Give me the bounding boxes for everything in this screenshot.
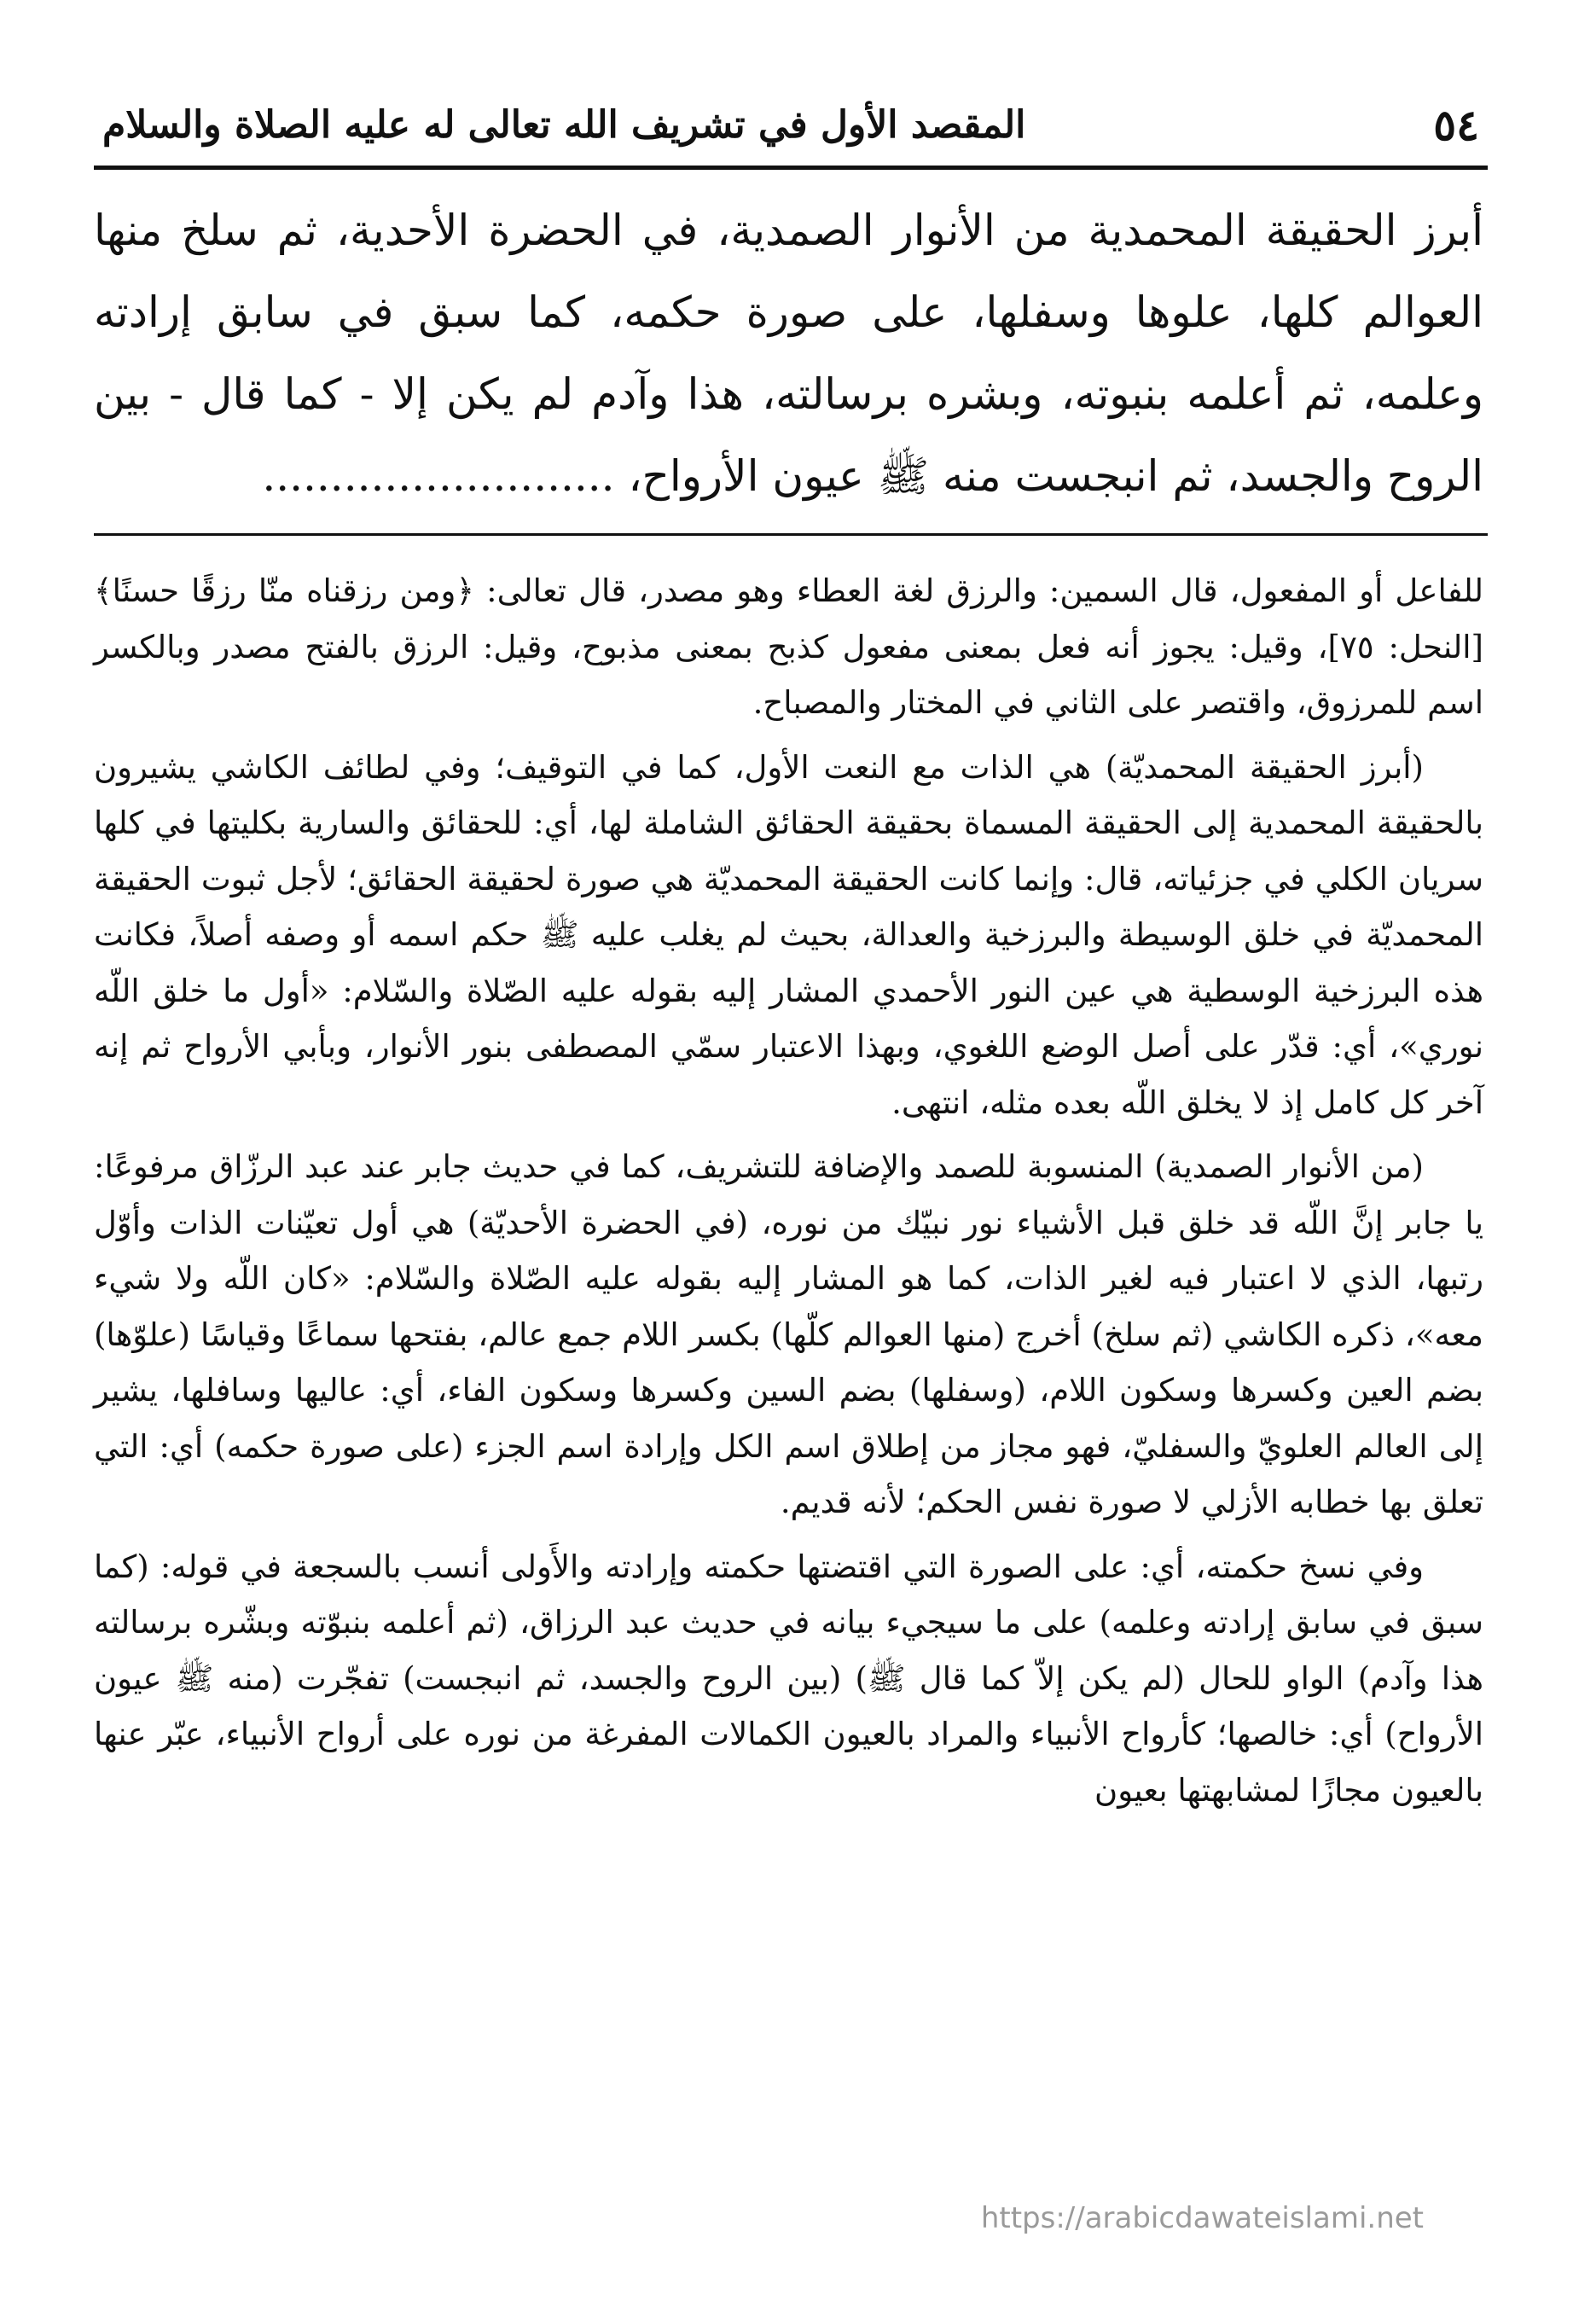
watermark-url: https://arabicdawateislami.net xyxy=(980,2201,1424,2235)
running-header xyxy=(102,94,1479,155)
commentary-paragraph-3: (من الأنوار الصمدية) المنسوبة للصمد والإضافة للتشريف، كما في حديث جابر عند عبد الرزّاق مرفوعًا: يا جابر إنَّ اللّه قد خلق قبل الأشياء نور نبيّك من نوره، (في الحضرة الأحديّة) هي أول تعيّنات الذات وأوّل رتبها، الذي لا اعتبار فيه لغير الذات، كما هو المشار إليه بقوله عليه الصّلاة والسّلام: «كان اللّه ولا شيء معه»، ذكره الكاشي (ثم سلخ) أخرج (منها العوالم كلّها) بكسر اللام جمع عالم، بفتحها سماعًا وقياسًا (علوّها) بضم العين وكسرها وسكون اللام، (وسفلها) بضم السين وكسرها وسكون الفاء، أي: عاليها وسافلها، يشير إلى العالم العلويّ والسفليّ، فهو مجاز من إطلاق اسم الكل وإرادة اسم الجزء (على صورة حكمه) أي: التي تعلق بها خطابه الأزلي لا صورة نفس الحكم؛ لأنه قديم. xyxy=(94,1148,1483,1520)
main-paragraph: أبرز الحقيقة المحمدية من الأنوار الصمدية، في الحضرة الأحدية، ثم سلخ منها العوالم كلها، علوها وسفلها، على صورة حكمه، كما سبق في سابق إرادته وعلمه، ثم أعلمه بنبوته، وبشره برسالته، هذا وآدم لم يكن إلا - كما قال - بين الروح والجسد، ثم انبجست منه ﷺ عيون الأرواح، .......................... xyxy=(94,206,1483,501)
commentary-paragraph-4: وفي نسخ حكمته، أي: على الصورة التي اقتضتها حكمته وإرادته والأَولى أنسب بالسجعة في قوله: (كما سبق في سابق إرادته وعلمه) على ما سيجيء بيانه في حديث عبد الرزاق، (ثم أعلمه بنبوّته وبشّره برسالته هذا وآدم) الواو للحال (لم يكن إلاّ كما قال ﷺ) (بين الروح والجسد، ثم انبجست) تفجّرت (منه ﷺ عيون الأرواح) أي: خالصها؛ كأرواح الأنبياء والمراد بالعيون الكمالات المفرغة من نوره على أرواح الأنبياء، عبّر عنها بالعيون مجازًا لمشابهتها بعيون xyxy=(94,1548,1483,1809)
main-text-block xyxy=(94,189,1483,517)
header-rule xyxy=(94,166,1488,170)
commentary-paragraph-2: (أبرز الحقيقة المحمديّة) هي الذات مع النعت الأول، كما في التوقيف؛ وفي لطائف الكاشي يشيرون بالحقيقة المحمدية إلى الحقيقة المسماة بحقيقة الحقائق الشاملة لها، أي: للحقائق والسارية بكليتها في كلها سريان الكلي في جزئياته، قال: وإنما كانت الحقيقة المحمديّة هي صورة لحقيقة الحقائق؛ لأجل ثبوت الحقيقة المحمديّة في خلق الوسيطة والبرزخية والعدالة، بحيث لم يغلب عليه ﷺ حكم اسمه أو وصفه أصلاً، فكانت هذه البرزخية الوسطية هي عين النور الأحمدي المشار إليه بقوله عليه الصّلاة والسّلام: «أول ما خلق اللّه نوري»، أي: قدّر على أصل الوضع اللغوي، وبهذا الاعتبار سمّي المصطفى بنور الأنوار، وبأبي الأرواح ثم إنه آخر كل كامل إذ لا يخلق اللّه بعده مثله، انتهى. xyxy=(94,748,1483,1121)
header-title: المقصد الأول في تشريف الله تعالى له عليه الصلاة والسلام xyxy=(102,102,1026,147)
commentary-paragraph-1: للفاعل أو المفعول، قال السمين: والرزق لغة العطاء وهو مصدر، قال تعالى: ﴿ومن رزقناه منّا رزقًا حسنًا﴾ [النحل: ٧٥]، وقيل: يجوز أنه فعل بمعنى مفعول كذبح بمعنى مذبوح، وقيل: الرزق بالفتح مصدر وبالكسر اسم للمرزوق، واقتصر على الثاني في المختار والمصباح. xyxy=(94,572,1483,721)
section-divider xyxy=(94,533,1488,536)
commentary-block xyxy=(94,563,1483,1827)
page-number: ٥٤ xyxy=(1433,99,1479,150)
